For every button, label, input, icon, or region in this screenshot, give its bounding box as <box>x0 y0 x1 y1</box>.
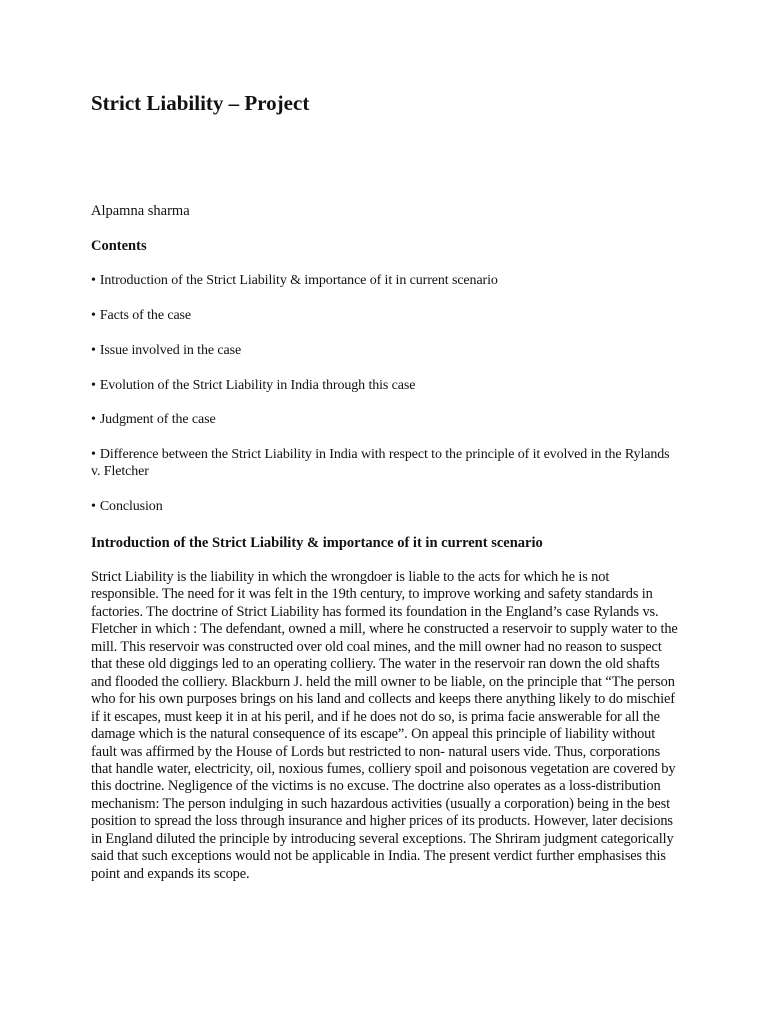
bullet-icon: • <box>91 273 96 288</box>
contents-item-label: Judgment of the case <box>99 412 216 427</box>
contents-item <box>91 272 681 289</box>
contents-item-label: Facts of the case <box>99 308 192 323</box>
contents-item <box>91 411 681 428</box>
bullet-icon: • <box>91 343 96 358</box>
bullet-icon: • <box>91 447 96 462</box>
contents-item-label: Introduction of the Strict Liability & importance of it in current scenario <box>99 273 498 288</box>
contents-item-label: Conclusion <box>99 499 163 514</box>
bullet-icon: • <box>91 308 96 323</box>
contents-item <box>91 342 681 359</box>
contents-item <box>91 498 681 515</box>
section-body-paragraph: Strict Liability is the liability in which the wrongdoer is liable to the acts for which he is not responsible. The need for it was felt in the 19th century, to improve working and safety standards in factories. The doctrine of Strict Liability has formed its foundation in the England’s case Rylands vs. Fletcher in which : The defendant, owned a mill, where he constructed a reservoir to supply water to the mill. This reservoir was constructed over old coal mines, and the mill owner had no reason to suspect that these old diggings led to an operating colliery. The water in the reservoir ran down the old shafts and flooded the colliery. Blackburn J. held the mill owner to be liable, on the principle that “The person who for his own purposes brings on his land and collects and keeps there anything likely to do mischief if it escapes, must keep it in at his peril, and if he does not do so, is prima facie answerable for all the damage which is the natural consequence of its escape”. On appeal this principle of liability without fault was affirmed by the House of Lords but restricted to non- natural users vide. Thus, corporations that handle water, electricity, oil, noxious fumes, colliery spoil and poisonous vegetation are covered by this doctrine. Negligence of the victims is no excuse. The doctrine also operates as a loss-distribution mechanism: The person indulging in such hazardous activities (usually a corporation) being in the best position to spread the loss through insurance and higher prices of its products. However, later decisions in England diluted the principle by introducing several exceptions. The Shriram judgment categorically said that such exceptions would not be applicable in India. The present verdict further emphasises this point and expands its scope. <box>91 569 678 882</box>
contents-item-label: Difference between the Strict Liability in India with respect to the principle of it evolved in the Rylands v. Fletcher <box>91 447 670 480</box>
bullet-icon: • <box>91 378 96 393</box>
contents-item <box>91 446 681 481</box>
bullet-icon: • <box>91 499 96 514</box>
contents-item-label: Issue involved in the case <box>99 343 242 358</box>
contents-item <box>91 377 681 394</box>
page-title: Strict Liability – Project <box>91 91 310 115</box>
bullet-icon: • <box>91 412 96 427</box>
author-name: Alpamna sharma <box>91 203 190 219</box>
contents-item <box>91 307 681 324</box>
section-heading: Introduction of the Strict Liability & importance of it in current scenario <box>91 535 543 551</box>
contents-heading: Contents <box>91 238 147 254</box>
contents-item-label: Evolution of the Strict Liability in India through this case <box>99 378 416 393</box>
